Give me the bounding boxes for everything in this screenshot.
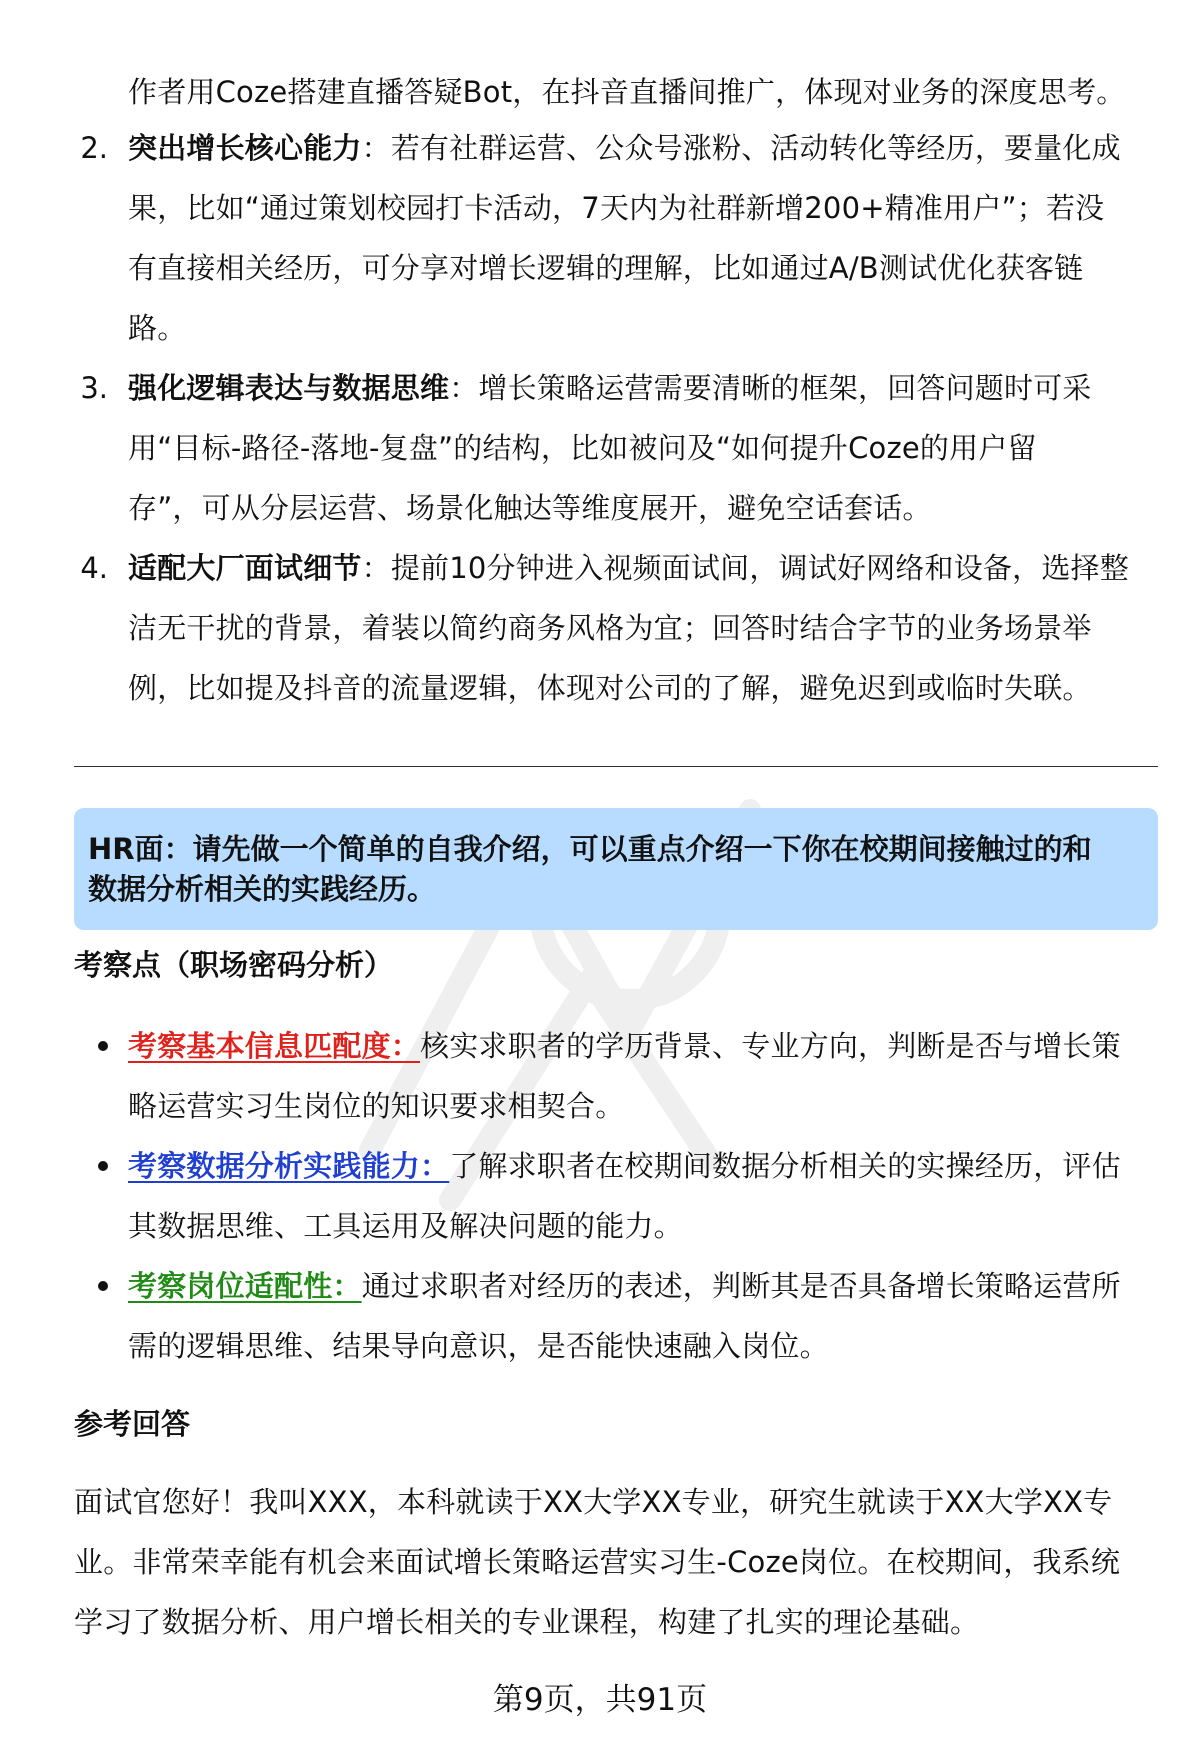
exam-point-text: 了解求职者在校期间数据分析相关的实操经历，评估 bbox=[449, 1149, 1121, 1183]
item-line bbox=[128, 368, 1092, 408]
item-number: 3. bbox=[80, 371, 108, 405]
section-divider bbox=[74, 766, 1158, 767]
item-line: 果，比如“通过策划校园打卡活动，7天内为社群新增200+精准用户”；若没 bbox=[128, 191, 1105, 225]
bullet-dot bbox=[98, 1161, 108, 1171]
item-title: 强化逻辑表达与数据思维 bbox=[128, 371, 450, 405]
item-colon: ： bbox=[449, 371, 479, 405]
item-number: 4. bbox=[80, 551, 108, 585]
page-footer: 第9页，共91页 bbox=[492, 1682, 708, 1718]
exam-point-label: 考察基本信息匹配度： bbox=[128, 1029, 421, 1063]
exam-point-text: 核实求职者的学历背景、专业方向，判断是否与增长策 bbox=[420, 1029, 1121, 1063]
item-text: 提前10分钟进入视频面试间，调试好网络和设备，选择整 bbox=[390, 551, 1129, 585]
item-line bbox=[128, 548, 1129, 588]
item-line: 存”，可从分层运营、场景化触达等维度展开，避免空话套话。 bbox=[128, 491, 932, 525]
hr-question-line: 数据分析相关的实践经历。 bbox=[88, 872, 437, 906]
item-text: 增长策略运营需要清晰的框架，回答问题时可采 bbox=[478, 371, 1092, 405]
item-text: 若有社群运营、公众号涨粉、活动转化等经历，要量化成 bbox=[390, 131, 1121, 165]
item-colon: ： bbox=[361, 131, 391, 165]
reference-line: 学习了数据分析、用户增长相关的专业课程，构建了扎实的理论基础。 bbox=[74, 1605, 980, 1639]
reference-line: 业。非常荣幸能有机会来面试增长策略运营实习生-Coze岗位。在校期间，我系统 bbox=[74, 1545, 1121, 1579]
exam-point-line: 略运营实习生岗位的知识要求相契合。 bbox=[128, 1089, 625, 1123]
hr-question-box bbox=[74, 808, 1158, 930]
item-title: 突出增长核心能力 bbox=[128, 131, 362, 165]
exam-points-heading: 考察点（职场密码分析） bbox=[74, 948, 394, 982]
item-line bbox=[128, 128, 1121, 168]
reference-heading: 参考回答 bbox=[74, 1407, 191, 1441]
exam-point-line bbox=[128, 1026, 1121, 1066]
exam-point-line bbox=[128, 1266, 1121, 1306]
item-line: 用“目标-路径-落地-复盘”的结构，比如被问及“如何提升Coze的用户留 bbox=[128, 431, 1037, 465]
continuation-line: 作者用Coze搭建直播答疑Bot，在抖音直播间推广，体现对业务的深度思考。 bbox=[128, 75, 1126, 109]
item-title: 适配大厂面试细节 bbox=[128, 551, 362, 585]
item-line: 路。 bbox=[128, 311, 187, 345]
item-line: 洁无干扰的背景，着装以简约商务风格为宜；回答时结合字节的业务场景举 bbox=[128, 611, 1092, 645]
reference-line: 面试官您好！我叫XXX，本科就读于XX大学XX专业，研究生就读于XX大学XX专 bbox=[74, 1485, 1113, 1519]
exam-point-line bbox=[128, 1146, 1121, 1186]
exam-point-line: 其数据思维、工具运用及解决问题的能力。 bbox=[128, 1209, 683, 1243]
exam-point-label: 考察岗位适配性： bbox=[128, 1269, 362, 1303]
item-colon: ： bbox=[361, 551, 391, 585]
hr-question-line: HR面：请先做一个简单的自我介绍，可以重点介绍一下你在校期间接触过的和 bbox=[88, 832, 1092, 866]
item-number: 2. bbox=[80, 131, 108, 165]
exam-point-text: 通过求职者对经历的表述，判断其是否具备增长策略运营所 bbox=[361, 1269, 1121, 1303]
exam-point-line: 需的逻辑思维、结果导向意识，是否能快速融入岗位。 bbox=[128, 1329, 829, 1363]
item-line: 例，比如提及抖音的流量逻辑，体现对公司的了解，避免迟到或临时失联。 bbox=[128, 671, 1092, 705]
bullet-dot bbox=[98, 1281, 108, 1291]
exam-point-label: 考察数据分析实践能力： bbox=[128, 1149, 450, 1183]
bullet-dot bbox=[98, 1041, 108, 1051]
item-line: 有直接相关经历，可分享对增长逻辑的理解，比如通过A/B测试优化获客链 bbox=[128, 251, 1084, 285]
